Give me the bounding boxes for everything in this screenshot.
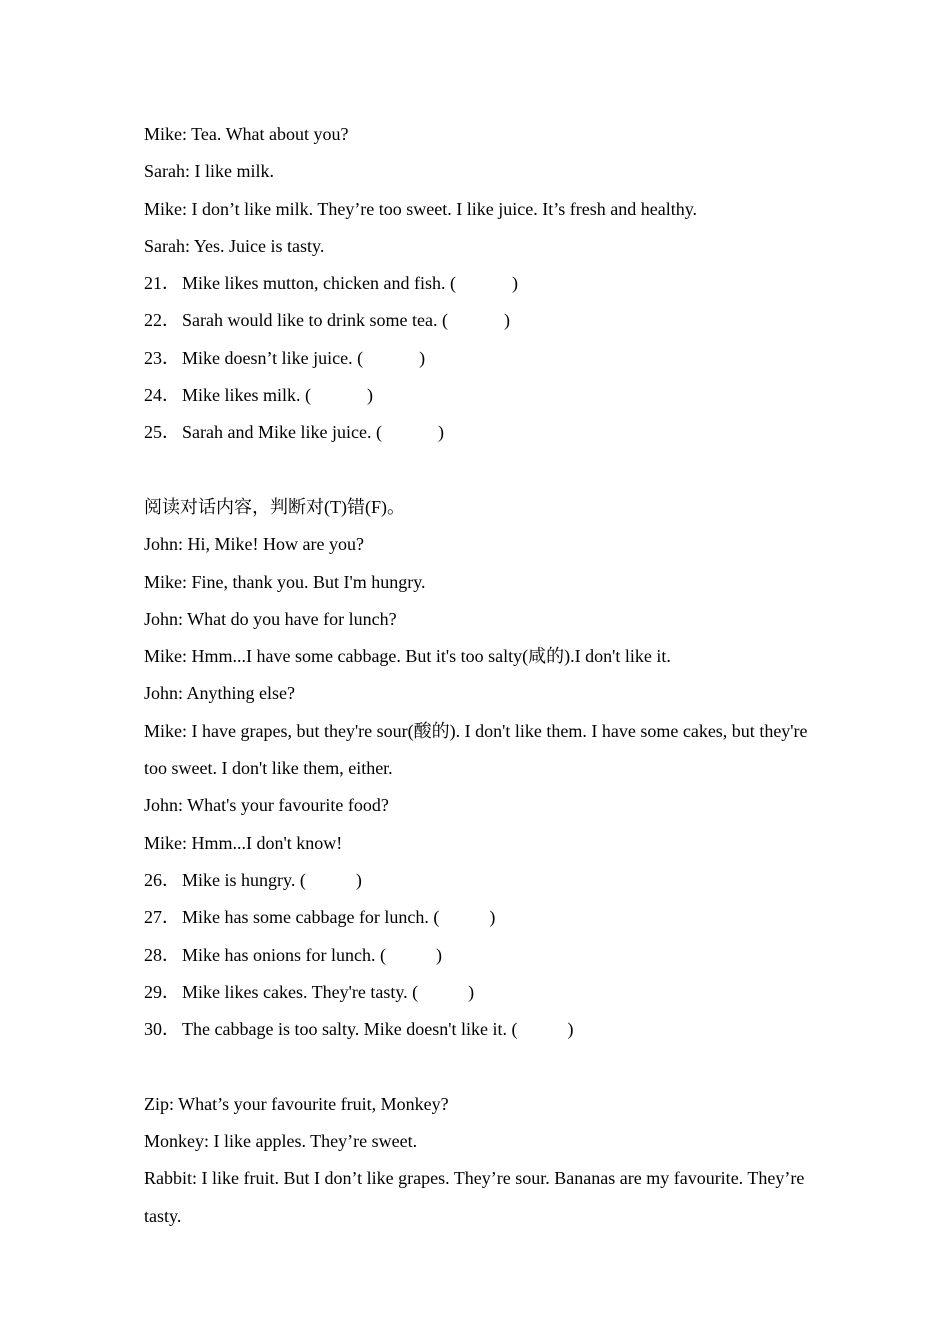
dialogue-line: Mike: Hmm...I have some cabbage. But it's too salty(咸的).I don't like it.	[144, 646, 671, 667]
dialogue-line: Rabbit: I like fruit. But I don’t like grapes. They’re sour. Bananas are my favourite. They’re tasty.	[144, 1168, 805, 1226]
question-text: Mike has some cabbage for lunch. (	[182, 907, 440, 928]
question-number: 28．	[144, 944, 180, 965]
dialogue-line: Mike: Hmm...I don't know!	[144, 832, 343, 853]
question-text: Mike has onions for lunch. (	[182, 944, 386, 965]
question-number: 21．	[144, 273, 180, 294]
dialogue-line: Monkey: I like apples. They’re sweet.	[144, 1131, 418, 1152]
question-number: 24．	[144, 385, 180, 406]
question-29	[144, 974, 824, 1011]
question-close: )	[503, 310, 510, 331]
dialogue-line: Sarah: I like milk.	[144, 161, 274, 182]
question-text: Mike doesn’t like juice. (	[182, 347, 364, 368]
section-3	[144, 1086, 824, 1235]
question-number: 25．	[144, 422, 180, 443]
question-28	[144, 937, 824, 974]
question-close: )	[567, 1019, 574, 1040]
question-close: )	[419, 347, 426, 368]
dialogue-line: Mike: Tea. What about you?	[144, 124, 349, 144]
question-number: 23．	[144, 347, 180, 368]
question-close: )	[355, 869, 362, 890]
question-23	[144, 340, 824, 377]
question-22	[144, 302, 824, 339]
section-spacer	[144, 452, 824, 489]
question-close: )	[435, 944, 442, 965]
question-number: 27．	[144, 907, 180, 928]
worksheet-page	[144, 116, 824, 1235]
dialogue-line: John: Anything else?	[144, 683, 295, 704]
dialogue-line: Zip: What’s your favourite fruit, Monkey?	[144, 1093, 449, 1114]
question-26	[144, 862, 824, 899]
dialogue-line: Mike: I have grapes, but they're sour(酸的). I don't like them. I have some cakes, but they're too sweet. I don't like them, either.	[144, 720, 808, 779]
question-27	[144, 899, 824, 936]
dialogue-line: John: What do you have for lunch?	[144, 608, 397, 629]
question-number: 30．	[144, 1019, 180, 1040]
question-close: )	[468, 981, 475, 1002]
question-number: 26．	[144, 869, 180, 890]
question-text: Mike is hungry. (	[182, 869, 306, 890]
question-text: The cabbage is too salty. Mike doesn't like it. (	[182, 1019, 518, 1040]
question-close: )	[489, 907, 496, 928]
question-close: )	[511, 273, 518, 294]
question-25	[144, 414, 824, 451]
question-close: )	[367, 385, 373, 406]
question-text: Mike likes cakes. They're tasty. (	[182, 981, 419, 1002]
dialogue-line: Mike: I don’t like milk. They’re too sweet. I like juice. It’s fresh and healthy.	[144, 198, 698, 219]
question-text: Mike likes milk. (	[182, 385, 311, 406]
question-24	[144, 377, 824, 414]
dialogue-line: John: Hi, Mike! How are you?	[144, 534, 364, 555]
section-1	[144, 116, 824, 452]
question-21	[144, 265, 824, 302]
question-number: 29．	[144, 981, 180, 1002]
dialogue-line: Mike: Fine, thank you. But I'm hungry.	[144, 571, 426, 592]
question-text: Sarah would like to drink some tea. (	[182, 310, 448, 331]
section-instruction: 阅读对话内容，判断对(T)错(F)。	[144, 496, 405, 517]
question-text: Sarah and Mike like juice. (	[182, 422, 382, 443]
question-30	[144, 1011, 824, 1048]
question-text: Mike likes mutton, chicken and fish. (	[182, 273, 456, 294]
dialogue-line: John: What's your favourite food?	[144, 795, 389, 816]
question-close: )	[437, 422, 444, 443]
question-number: 22．	[144, 310, 180, 331]
section-spacer	[144, 1048, 824, 1085]
section-2	[144, 489, 824, 1048]
dialogue-line: Sarah: Yes. Juice is tasty.	[144, 235, 325, 256]
